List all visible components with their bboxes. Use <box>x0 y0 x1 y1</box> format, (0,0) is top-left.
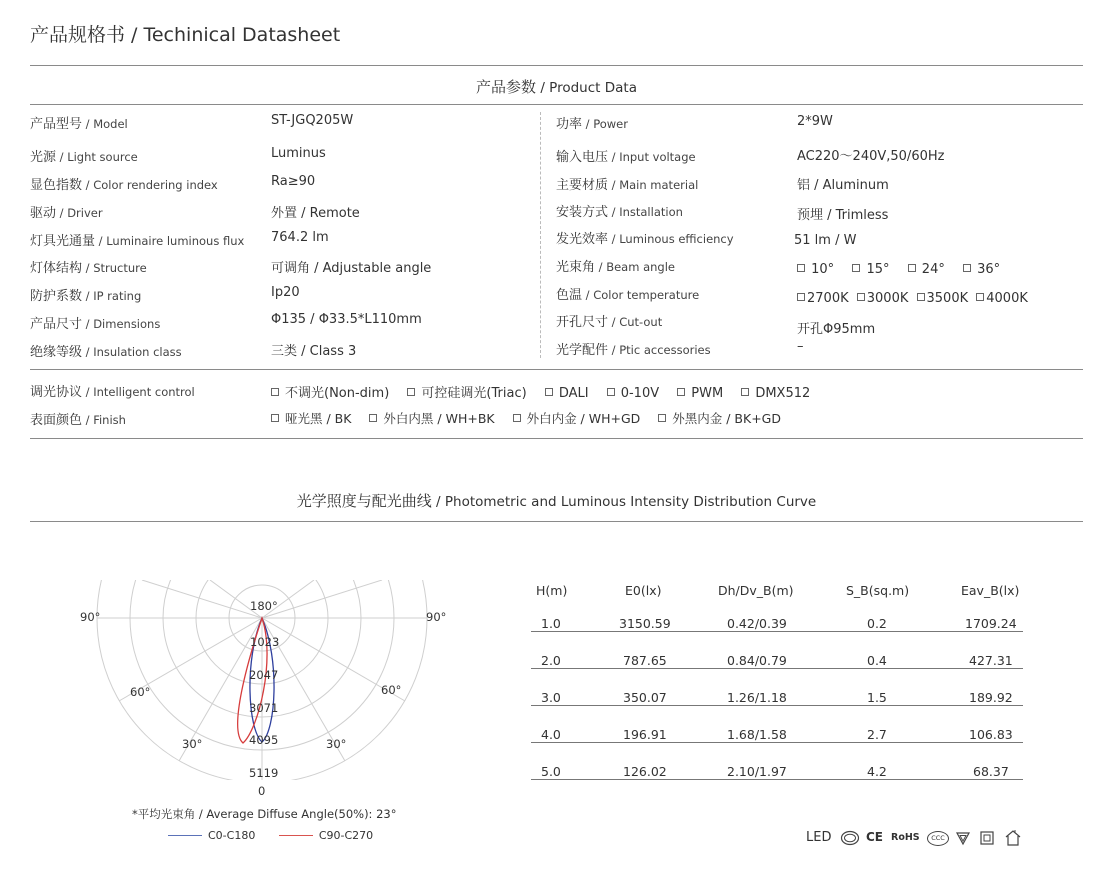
spec-value-cri: Ra≥90 <box>271 174 316 189</box>
product-data-heading-en: / Product Data <box>536 80 637 96</box>
cct-option: 3000K <box>857 291 909 306</box>
polar-angle-0: 0 <box>258 784 266 798</box>
legend-swatch <box>279 835 313 836</box>
checkbox-icon <box>908 264 916 272</box>
spec-label-cct: 色温 / Color temperature <box>556 288 700 303</box>
divider <box>30 104 1083 105</box>
spec-value-insulation: 三类 / Class 3 <box>271 344 357 359</box>
spec-value-cutout: 开孔Φ95mm <box>797 322 876 337</box>
cct-option: 2700K <box>797 291 849 306</box>
checkbox-icon <box>797 264 805 272</box>
finish-option: 外白内黑 / WH+BK <box>369 409 494 427</box>
finish-label: 表面颜色 / Finish <box>30 413 126 428</box>
spec-value-structure: 可调角 / Adjustable angle <box>271 261 432 276</box>
spec-label-structure: 灯体结构 / Structure <box>30 261 147 276</box>
divider <box>30 369 1083 370</box>
checkbox-icon <box>513 414 521 422</box>
checkbox-icon <box>658 414 666 422</box>
photometric-heading-en: / Photometric and Luminous Intensity Distribution Curve <box>431 494 817 510</box>
table-header-s: S_B(sq.m) <box>846 583 910 598</box>
checkbox-icon <box>797 293 805 301</box>
polar-ring-label: 2047 <box>249 668 279 682</box>
checkbox-icon <box>271 388 279 396</box>
polar-ring-label: 3071 <box>249 701 279 715</box>
checkbox-icon <box>677 388 685 396</box>
table-rule <box>531 631 1023 632</box>
spec-value-power: 2*9W <box>797 114 833 129</box>
spec-value-cct <box>797 291 1032 306</box>
checkbox-icon <box>369 414 377 422</box>
table-rule <box>531 742 1023 743</box>
spec-value-ip-rating: Ip20 <box>271 285 300 300</box>
control-option: DALI <box>545 386 589 401</box>
spec-value-beam-angle <box>797 262 1014 277</box>
checkbox-icon <box>271 414 279 422</box>
beam-option: 15° <box>852 262 889 277</box>
page-title: 产品规格书 / Techinical Datasheet <box>30 24 341 46</box>
spec-label-light-source: 光源 / Light source <box>30 150 138 165</box>
spec-label-cutout: 开孔尺寸 / Cut-out <box>556 315 663 330</box>
spec-label-accessories: 光学配件 / Ptic accessories <box>556 343 711 358</box>
spec-label-power: 功率 / Power <box>556 117 628 132</box>
checkbox-icon <box>852 264 860 272</box>
rohs-mark: RoHS <box>891 832 920 843</box>
table-header-e0: E0(lx) <box>625 583 662 598</box>
table-header-h: H(m) <box>536 583 568 598</box>
spec-value-installation: 预埋 / Trimless <box>797 208 889 223</box>
spec-label-cri: 显色指数 / Color rendering index <box>30 178 218 193</box>
polar-angle-180: 180° <box>250 599 278 613</box>
polar-ring-label: 1023 <box>250 635 280 649</box>
table-header-eav: Eav_B(lx) <box>961 583 1020 598</box>
product-data-heading-cn: 产品参数 <box>476 78 537 96</box>
photometric-heading <box>30 490 1083 511</box>
spec-value-efficiency: 51 lm / W <box>794 233 857 248</box>
indoor-use-house-icon <box>1003 828 1023 848</box>
spec-value-accessories: – <box>797 339 804 354</box>
checkbox-icon <box>545 388 553 396</box>
spec-label-efficiency: 发光效率 / Luminous efficiency <box>556 232 734 247</box>
polar-ring-label: 5119 <box>249 766 279 780</box>
finish-option: 外白内金 / WH+GD <box>513 409 641 427</box>
divider <box>30 65 1083 66</box>
class-iii-square-icon <box>979 830 995 846</box>
finish-option: 哑光黑 / BK <box>271 409 351 427</box>
polar-angle-60-left: 60° <box>130 685 151 699</box>
spec-value-model: ST-JGQ205W <box>271 113 354 128</box>
control-option: 不调光(Non-dim) <box>271 382 389 401</box>
cct-option: 3500K <box>917 291 969 306</box>
spec-label-beam-angle: 光束角 / Beam angle <box>556 260 675 275</box>
checkbox-icon <box>917 293 925 301</box>
control-option: DMX512 <box>741 386 810 401</box>
spec-label-dimensions: 产品尺寸 / Dimensions <box>30 317 161 332</box>
control-option: 0-10V <box>607 386 659 401</box>
checkbox-icon <box>407 388 415 396</box>
product-data-heading <box>30 76 1083 97</box>
control-options <box>271 382 824 401</box>
spec-label-driver: 驱动 / Driver <box>30 206 103 221</box>
ccc-circle-icon <box>840 830 860 846</box>
control-option: 可控硅调光(Triac) <box>407 382 526 401</box>
led-mark: LED <box>806 830 832 845</box>
cct-option: 4000K <box>976 291 1028 306</box>
spec-label-material: 主要材质 / Main material <box>556 178 699 193</box>
triangle-mark-icon <box>955 830 971 846</box>
photometric-heading-cn: 光学照度与配光曲线 <box>296 492 432 510</box>
beam-option: 24° <box>908 262 945 277</box>
spec-label-flux: 灯具光通量 / Luminaire luminous flux <box>30 234 245 249</box>
beam-option: 10° <box>797 262 834 277</box>
ccc-mark: CCC <box>927 831 949 846</box>
spec-label-model: 产品型号 / Model <box>30 117 128 132</box>
spec-value-input-voltage: AC220～240V,50/60Hz <box>797 149 945 164</box>
table-header-dh: Dh/Dv_B(m) <box>718 583 794 598</box>
spec-value-material: 铝 / Aluminum <box>797 178 889 193</box>
finish-option: 外黑内金 / BK+GD <box>658 409 781 427</box>
table-rule <box>531 779 1023 780</box>
beam-angle-note: *平均光束角 / Average Diffuse Angle(50%): 23° <box>132 807 397 821</box>
spec-value-light-source: Luminus <box>271 146 326 161</box>
spec-value-driver: 外置 / Remote <box>271 206 360 221</box>
spec-label-input-voltage: 输入电压 / Input voltage <box>556 150 696 165</box>
ce-mark: CE <box>866 830 884 844</box>
checkbox-icon <box>857 293 865 301</box>
legend-item-c90: C90-C270 <box>279 829 373 842</box>
table-rule <box>531 668 1023 669</box>
spec-label-insulation: 绝缘等级 / Insulation class <box>30 345 182 360</box>
control-option: PWM <box>677 386 723 401</box>
divider <box>30 438 1083 439</box>
spec-value-dimensions: Φ135 / Φ33.5*L110mm <box>271 312 422 327</box>
polar-angle-90-right: 90° <box>426 610 447 624</box>
polar-angle-30-right: 30° <box>326 737 347 751</box>
beam-option: 36° <box>963 262 1000 277</box>
polar-legend <box>168 829 373 842</box>
spec-label-installation: 安装方式 / Installation <box>556 205 683 220</box>
finish-options <box>271 409 795 427</box>
polar-angle-90-left: 90° <box>80 610 101 624</box>
table-rule <box>531 705 1023 706</box>
polar-angle-30-left: 30° <box>182 737 203 751</box>
spec-label-ip-rating: 防护系数 / IP rating <box>30 289 142 304</box>
polar-ring-label: 4095 <box>249 733 279 747</box>
checkbox-icon <box>976 293 984 301</box>
legend-item-c0: C0-C180 <box>168 829 255 842</box>
control-label: 调光协议 / Intelligent control <box>30 385 195 400</box>
column-separator <box>540 112 541 358</box>
polar-angle-60-right: 60° <box>381 683 402 697</box>
divider <box>30 521 1083 522</box>
checkbox-icon <box>963 264 971 272</box>
legend-swatch <box>168 835 202 836</box>
checkbox-icon <box>607 388 615 396</box>
checkbox-icon <box>741 388 749 396</box>
spec-value-flux: 764.2 lm <box>271 230 329 245</box>
